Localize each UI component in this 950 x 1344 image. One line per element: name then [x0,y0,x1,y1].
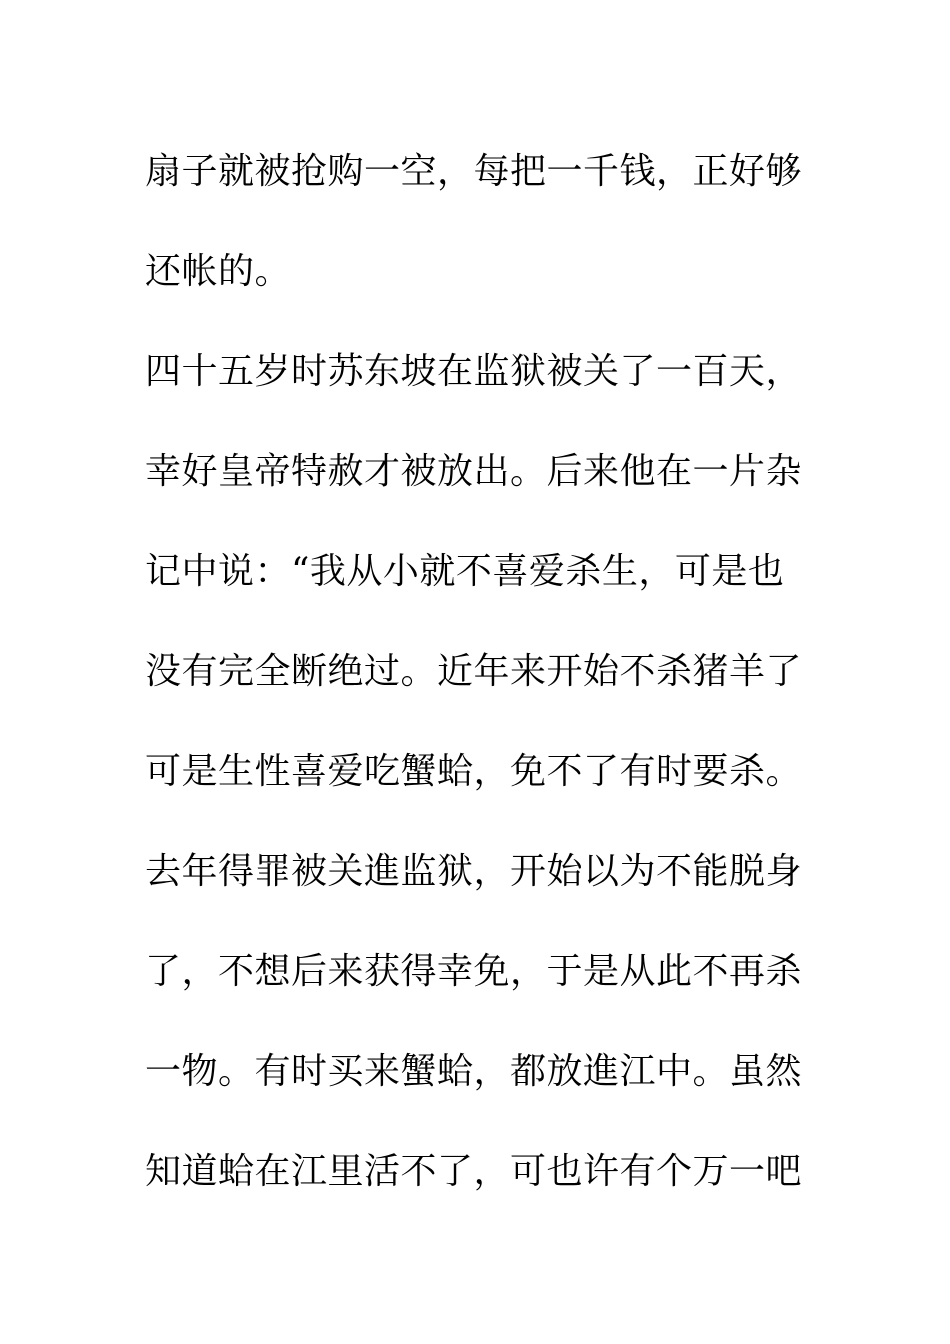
text-line: 四十五岁时苏东坡在监狱被关了一百天， [145,351,803,392]
text-line: 记中说：“我从小就不喜爱杀生，可是也 [145,551,785,592]
text-line: 去年得罪被关進监狱，开始以为不能脱身 [145,851,803,892]
text-line: 还帐的。 [145,251,292,292]
text-line: 一物。有时买来蟹蛤，都放進江中。虽然 [145,1051,803,1092]
text-line: 可是生性喜爱吃蟹蛤，免不了有时要杀。 [145,751,803,792]
text-line: 幸好皇帝特赦才被放出。后来他在一片杂 [145,451,803,492]
text-line: 扇子就被抢购一空，每把一千钱，正好够 [145,151,803,192]
text-line: 没有完全断绝过。近年来开始不杀猪羊了 [145,651,803,692]
text-line: 知道蛤在江里活不了，可也许有个万一吧 [145,1151,803,1192]
text-body [145,122,825,1222]
text-line: 了，不想后来获得幸免，于是从此不再杀 [145,951,803,992]
